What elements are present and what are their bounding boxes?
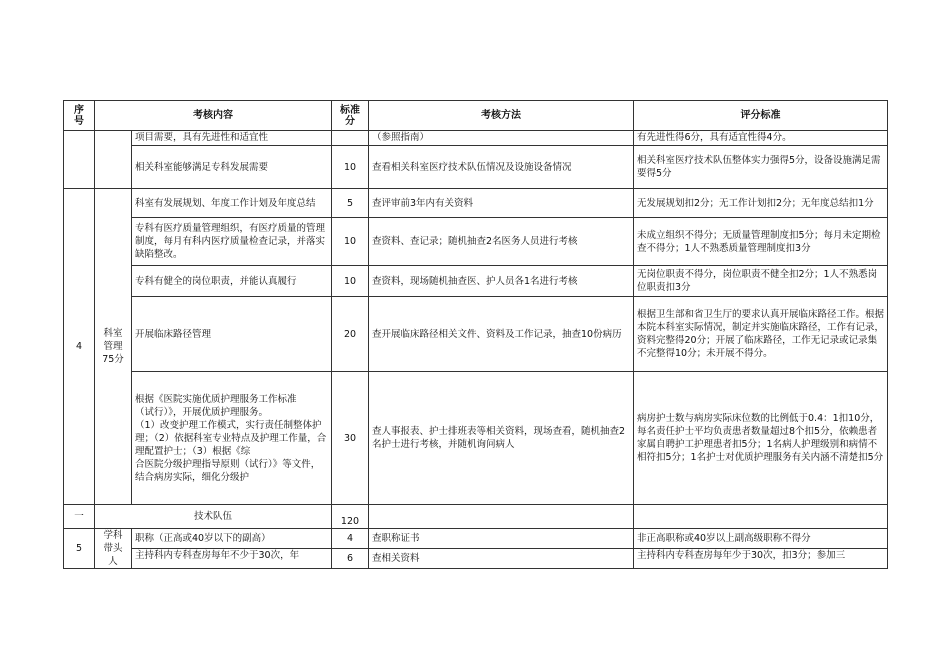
criteria-cell: 主持科内专科查房每年少于30次，扣3分；参加三 [634,549,888,569]
method-cell: 查开展临床路径相关文件、资料及工作记录，抽查10份病历 [369,297,634,372]
table-row [64,529,888,549]
criteria-cell: 未成立组织不得分；无质量管理制度扣5分；每月未定期检查不得分；1人不熟悉质量管理制度扣3分 [634,218,888,266]
score-cell: 6 [332,549,369,569]
criteria-cell: 非正高职称或40岁以上副高级职称不得分 [634,529,888,549]
score-cell [332,131,369,146]
table-row [64,218,888,266]
content-cell: 主持科内专科查房每年不少于30次，年 [132,549,332,569]
table-row [64,266,888,297]
table-row [64,549,888,569]
assessment-table [63,100,888,569]
header-score: 标准 分 [332,101,369,131]
score-cell: 30 [332,372,369,505]
header-content: 考核内容 [95,101,332,131]
score-cell: 10 [332,218,369,266]
criteria-cell: 病房护士数与病房实际床位数的比例低于0.4：1扣10分，每名责任护士平均负责患者数量超过8个扣5分，依赖患者家属自聘护工护理患者扣5分；1名病人护理级别和病情不相符扣5分；1名护士对优质护理服务有关内涵不清楚扣5分 [634,372,888,505]
method-cell: 查资料、查记录；随机抽查2名医务人员进行考核 [369,218,634,266]
empty-cell [369,505,634,529]
criteria-cell: 无岗位职责不得分，岗位职责不健全扣2分；1人不熟悉岗位职责扣3分 [634,266,888,297]
content-cell: 职称（正高或40岁以下的副高） [132,529,332,549]
content-cell: 项目需要，具有先进性和适宜性 [132,131,332,146]
method-cell: （参照指南） [369,131,634,146]
section-title: 技术队伍 [95,505,332,529]
score-cell: 5 [332,189,369,218]
header-criteria: 评分标准 [634,101,888,131]
method-cell: 查评审前3年内有关资料 [369,189,634,218]
table-row [64,131,888,146]
score-cell: 10 [332,266,369,297]
content-cell: 根据《医院实施优质护理服务工作标准 （试行）》，开展优质护理服务。 （1）改变护理工作模式，实行责任制整体护理；（2）依据科室专业特点及护理工作量，合理配置护士；（3）根据《综 合医院分级护理指导原则（试行）》等文件，结合病房实际，细化分级护 [132,372,332,505]
category-cell-empty [95,131,132,189]
table-row [64,189,888,218]
seq-cell-empty [64,131,95,189]
content-cell: 专科有健全的岗位职责，并能认真履行 [132,266,332,297]
method-cell: 查职称证书 [369,529,634,549]
content-cell: 开展临床路径管理 [132,297,332,372]
header-seq: 序 号 [64,101,95,131]
header-method: 考核方法 [369,101,634,131]
seq-cell: 5 [64,529,95,569]
section-score: 120 [332,505,369,529]
method-cell: 查相关资料 [369,549,634,569]
section-seq: 一 [64,505,95,529]
criteria-cell: 相关科室医疗技术队伍整体实力强得5分，设备设施满足需要得5分 [634,146,888,189]
table-row [64,372,888,505]
score-cell: 4 [332,529,369,549]
score-cell: 20 [332,297,369,372]
method-cell: 查人事报表、护士排班表等相关资料，现场查看，随机抽查2名护士进行考核，并随机询问病人 [369,372,634,505]
section-row [64,505,888,529]
score-cell: 10 [332,146,369,189]
table-row [64,146,888,189]
category-cell: 学科 带头 人 [95,529,132,569]
table-row [64,297,888,372]
empty-cell [634,505,888,529]
criteria-cell: 有先进性得6分，具有适宜性得4分。 [634,131,888,146]
method-cell: 查看相关科室医疗技术队伍情况及设施设备情况 [369,146,634,189]
seq-cell: 4 [64,189,95,505]
header-row [64,101,888,131]
criteria-cell: 根据卫生部和省卫生厅的要求认真开展临床路径工作。根据本院本科室实际情况，制定并实施临床路径，工作有记录，资料完整得20分；开展了临床路径，工作无记录或记录集不完整得10分；未开展不得分。 [634,297,888,372]
content-cell: 相关科室能够满足专科发展需要 [132,146,332,189]
content-cell: 科室有发展规划、年度工作计划及年度总结 [132,189,332,218]
category-cell: 科室 管理 75分 [95,189,132,505]
method-cell: 查资料，现场随机抽查医、护人员各1名进行考核 [369,266,634,297]
content-cell: 专科有医疗质量管理组织，有医疗质量的管理制度，每月有科内医疗质量检查记录，并落实缺陷整改。 [132,218,332,266]
criteria-cell: 无发展规划扣2分；无工作计划扣2分；无年度总结扣1分 [634,189,888,218]
